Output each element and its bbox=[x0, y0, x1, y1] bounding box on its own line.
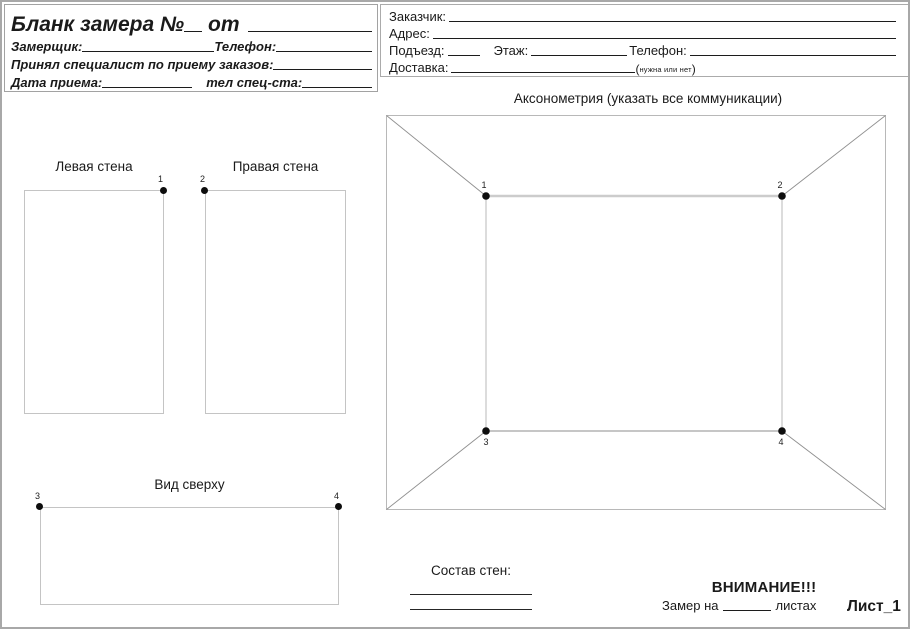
form-title: Бланк замера № bbox=[11, 13, 185, 36]
top-view-point-4-dot bbox=[335, 503, 342, 510]
walls-composition-line-1 bbox=[410, 594, 532, 595]
axon-point-2-label: 2 bbox=[777, 180, 783, 190]
accepted-by-blank bbox=[273, 67, 372, 70]
customer-label: Заказчик: bbox=[389, 8, 447, 24]
right-wall-title: Правая стена bbox=[232, 159, 319, 174]
accept-date-label: Дата приема: bbox=[11, 74, 103, 90]
floor-label: Этаж: bbox=[493, 42, 529, 58]
measurer-label: Замерщик: bbox=[11, 38, 83, 54]
right-wall-point-label: 2 bbox=[200, 174, 206, 184]
top-view-point-3-dot bbox=[36, 503, 43, 510]
measurer-blank bbox=[82, 49, 214, 52]
axonometry-title: Аксонометрия (указать все коммуникации) bbox=[513, 91, 783, 106]
measurer-row bbox=[11, 36, 372, 54]
sheets-count-row bbox=[662, 597, 842, 613]
axon-point-2-dot bbox=[778, 192, 786, 200]
axon-diagonal-bottom-left bbox=[387, 431, 487, 510]
form-number-blank bbox=[184, 28, 202, 32]
axon-point-1-dot bbox=[482, 192, 490, 200]
form-title-conj: от bbox=[208, 13, 240, 36]
top-view-rect bbox=[40, 507, 339, 605]
sheets-prefix-label: Замер на bbox=[662, 597, 719, 613]
axon-point-1-label: 1 bbox=[481, 180, 487, 190]
sheets-count-blank bbox=[723, 608, 771, 611]
axon-diagonal-bottom-right bbox=[782, 431, 886, 510]
spec-phone-blank bbox=[302, 85, 372, 88]
header-right-box bbox=[380, 4, 909, 77]
walls-composition-line-2 bbox=[410, 609, 532, 610]
delivery-label: Доставка: bbox=[389, 59, 449, 75]
measurer-phone-label: Телефон: bbox=[214, 38, 277, 54]
delivery-row bbox=[389, 58, 896, 75]
measurer-phone-blank bbox=[276, 49, 372, 52]
customer-row bbox=[389, 7, 896, 24]
right-wall-rect bbox=[205, 190, 346, 414]
entrance-blank bbox=[448, 53, 480, 56]
top-view-point-4-label: 4 bbox=[334, 491, 340, 501]
entrance-floor-phone-row bbox=[389, 41, 896, 58]
spec-phone-label: тел спец-ста: bbox=[206, 74, 303, 90]
entrance-label: Подъезд: bbox=[389, 42, 445, 58]
left-wall-point-label: 1 bbox=[158, 174, 164, 184]
accepted-by-label: Принял специалист по приему заказов: bbox=[11, 56, 274, 72]
axon-point-4-label: 4 bbox=[778, 437, 784, 447]
delivery-blank bbox=[451, 70, 635, 73]
axon-diagonal-top-left bbox=[387, 116, 487, 197]
form-title-row bbox=[11, 8, 372, 35]
delivery-note: нужна или нет bbox=[639, 64, 692, 74]
left-wall-rect bbox=[24, 190, 164, 414]
sheet-number-label: Лист_1 bbox=[847, 598, 901, 615]
right-wall-point-dot bbox=[201, 187, 208, 194]
delivery-note-open-paren: ( bbox=[635, 62, 640, 76]
address-row bbox=[389, 24, 896, 41]
axon-diagonal-top-right bbox=[782, 116, 886, 197]
address-label: Адрес: bbox=[389, 25, 430, 41]
top-view-point-3-label: 3 bbox=[35, 491, 41, 501]
sheets-suffix-label: листах bbox=[775, 597, 817, 613]
address-blank bbox=[433, 36, 896, 39]
axon-point-4-dot bbox=[778, 427, 786, 435]
left-wall-point-dot bbox=[160, 187, 167, 194]
axon-point-3-dot bbox=[482, 427, 490, 435]
accept-date-row bbox=[11, 72, 372, 90]
floor-blank bbox=[531, 53, 627, 56]
walls-composition-title: Состав стен: bbox=[431, 563, 511, 578]
attention-text: ВНИМАНИЕ!!! bbox=[711, 579, 817, 596]
delivery-note-close-paren: ) bbox=[691, 62, 696, 76]
left-wall-title: Левая стена bbox=[55, 159, 133, 174]
header-left-box bbox=[4, 4, 378, 92]
customer-blank bbox=[449, 19, 896, 22]
accepted-by-row bbox=[11, 54, 372, 72]
accept-date-blank bbox=[102, 85, 192, 88]
top-view-title: Вид сверху bbox=[154, 477, 225, 492]
customer-phone-label: Телефон: bbox=[629, 42, 687, 58]
axon-point-3-label: 3 bbox=[483, 437, 489, 447]
form-date-blank bbox=[248, 28, 372, 32]
customer-phone-blank bbox=[690, 53, 896, 56]
axonometry-drawing bbox=[386, 114, 886, 511]
